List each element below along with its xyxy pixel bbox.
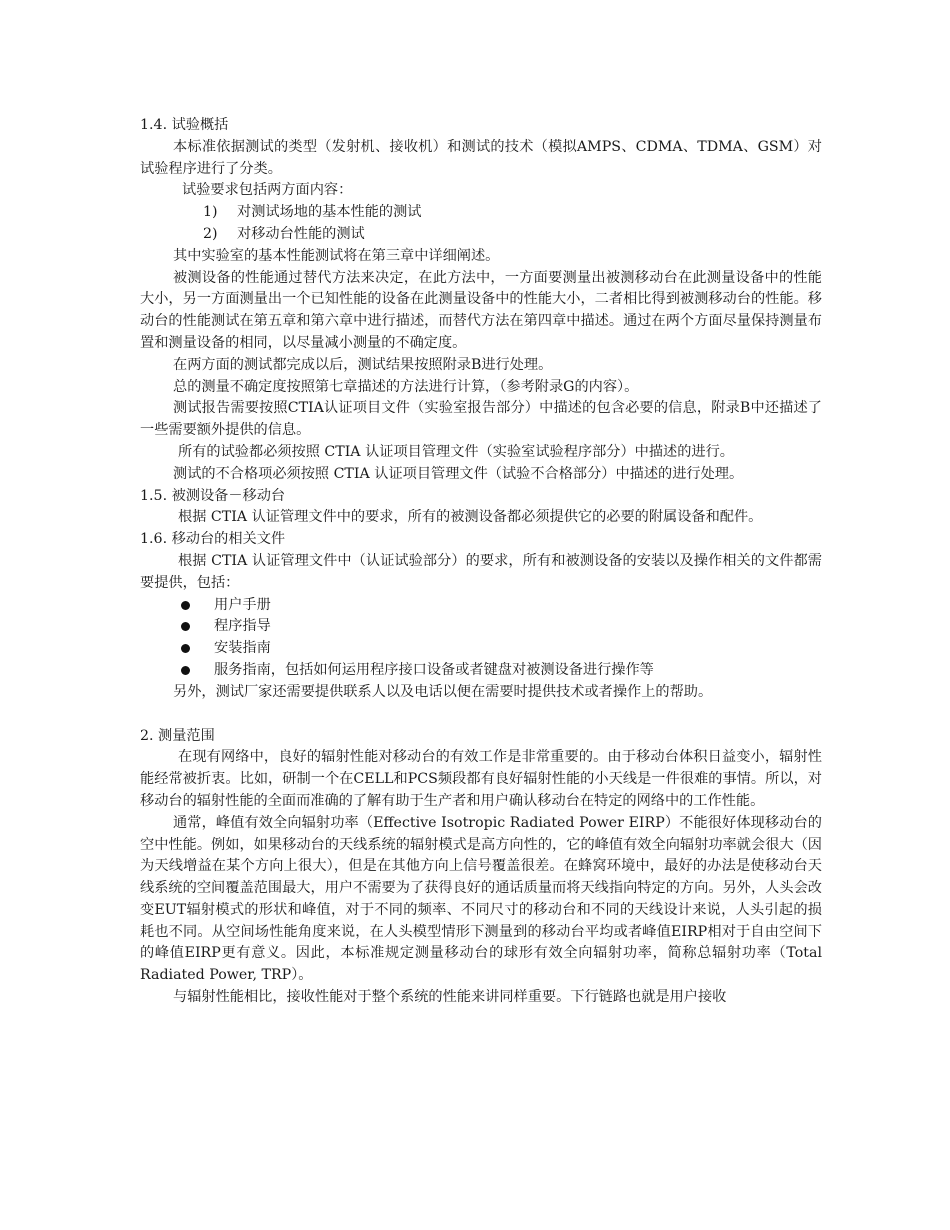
paragraph: 另外，测试厂家还需要提供联系人以及电话以便在需要时提供技术或者操作上的帮助。 xyxy=(173,683,713,700)
list-item-text: 安装指南 xyxy=(214,640,271,657)
bullet-icon xyxy=(181,601,190,610)
paragraph: 通常，峰值有效全向辐射功率（Effective Isotropic Radiated Power EIRP）不能很好体现移动台的空中性能。例如，如果移动台的天线系统的辐射模式是高方向性的，它的峰值有效全向辐射功率就会很大（因为天线增益在某个方向上很大），但是在其他方向上信号覆盖很差。在蜂窝环境中，最好的办法是使移动台天线系统的空间覆盖范围最大，用户不需要为了获得良好的通话质量而将天线指向特定的方向。另外，人头会改变EUT辐射模式的形状和峰值，对于不同的频率、不同尺寸的移动台和不同的天线设计来说，人头引起的损耗也不同。从空间场性能角度来说，在人头模型情形下测量到的移动台平均或者峰值EIRP相对于自由空间下的峰值EIRP更有意义。因此，本标准规定测量移动台的球形有效全向辐射功率，简称总辐射功率（Total Radiated Power, TRP）。 xyxy=(140,814,822,984)
paragraph: 测试报告需要按照CTIA认证项目文件（实验室报告部分）中描述的包含必要的信息，附录B中还描述了一些需要额外提供的信息。 xyxy=(140,400,822,439)
paragraph: 本标准依据测试的类型（发射机、接收机）和测试的技术（模拟AMPS、CDMA、TDMA、GSM）对试验程序进行了分类。 xyxy=(140,138,822,177)
paragraph: 试验要求包括两方面内容： xyxy=(182,182,353,199)
bullet-icon xyxy=(181,644,190,653)
list-item xyxy=(140,616,822,638)
bullet-icon xyxy=(181,622,190,631)
bullet-icon xyxy=(181,666,190,675)
item-number: 1) xyxy=(203,204,218,221)
paragraph: 所有的试验都必须按照 CTIA 认证项目管理文件（实验室试验程序部分）中描述的进行。 xyxy=(178,443,734,460)
list-item-text: 服务指南，包括如何运用程序接口设备或者键盘对被测设备进行操作等 xyxy=(214,661,654,678)
list-item xyxy=(140,595,822,617)
item-text: 对测试场地的基本性能的测试 xyxy=(237,204,422,221)
paragraph: 与辐射性能相比，接收性能对于整个系统的性能来讲同样重要。下行链路也就是用户接收 xyxy=(173,989,727,1006)
paragraph: 总的测量不确定度按照第七章描述的方法进行计算，（参考附录G的内容）。 xyxy=(173,378,639,395)
section-heading-1-5: 1.5. 被测设备－移动台 xyxy=(140,487,286,504)
section-heading-2: 2. 测量范围 xyxy=(140,727,215,744)
numbered-item xyxy=(140,202,822,224)
section-heading-1-6: 1.6. 移动台的相关文件 xyxy=(140,531,286,548)
paragraph: 被测设备的性能通过替代方法来决定，在此方法中，一方面要测量出被测移动台在此测量设备中的性能大小，另一方面测量出一个已知性能的设备在此测量设备中的性能大小，二者相比得到被测移动台的性能。移动台的性能测试在第五章和第六章中进行描述，而替代方法在第四章中描述。通过在两个方面尽量保持测量布置和测量设备的相同，以尽量减小测量的不确定度。 xyxy=(140,269,822,351)
paragraph: 根据 CTIA 认证管理文件中的要求，所有的被测设备都必须提供它的必要的附属设备和配件。 xyxy=(178,509,763,526)
paragraph: 在现有网络中，良好的辐射性能对移动台的有效工作是非常重要的。由于移动台体积日益变小，辐射性能经常被折衷。比如，研制一个在CELL和PCS频段都有良好辐射性能的小天线是一件很难的事情。所以，对移动台的辐射性能的全面而准确的了解有助于生产者和用户确认移动台在特定的网络中的工作性能。 xyxy=(140,749,822,809)
bullet-list xyxy=(140,595,822,682)
paragraph: 测试的不合格项必须按照 CTIA 认证项目管理文件（试验不合格部分）中描述的进行处理。 xyxy=(173,465,744,482)
blank-line xyxy=(140,704,822,726)
list-item-text: 程序指导 xyxy=(214,618,271,635)
numbered-item xyxy=(140,224,822,246)
list-item-text: 用户手册 xyxy=(214,596,271,613)
list-item xyxy=(140,660,822,682)
list-item xyxy=(140,638,822,660)
paragraph: 根据 CTIA 认证管理文件中（认证试验部分）的要求，所有和被测设备的安装以及操作相关的文件都需要提供，包括： xyxy=(140,552,822,591)
section-heading-1-4: 1.4. 试验概括 xyxy=(140,117,229,133)
paragraph: 其中实验室的基本性能测试将在第三章中详细阐述。 xyxy=(173,247,500,264)
item-text: 对移动台性能的测试 xyxy=(237,225,365,242)
item-number: 2) xyxy=(203,225,218,242)
document-body xyxy=(140,115,822,1009)
paragraph: 在两方面的测试都完成以后，测试结果按照附录B进行处理。 xyxy=(173,356,553,373)
